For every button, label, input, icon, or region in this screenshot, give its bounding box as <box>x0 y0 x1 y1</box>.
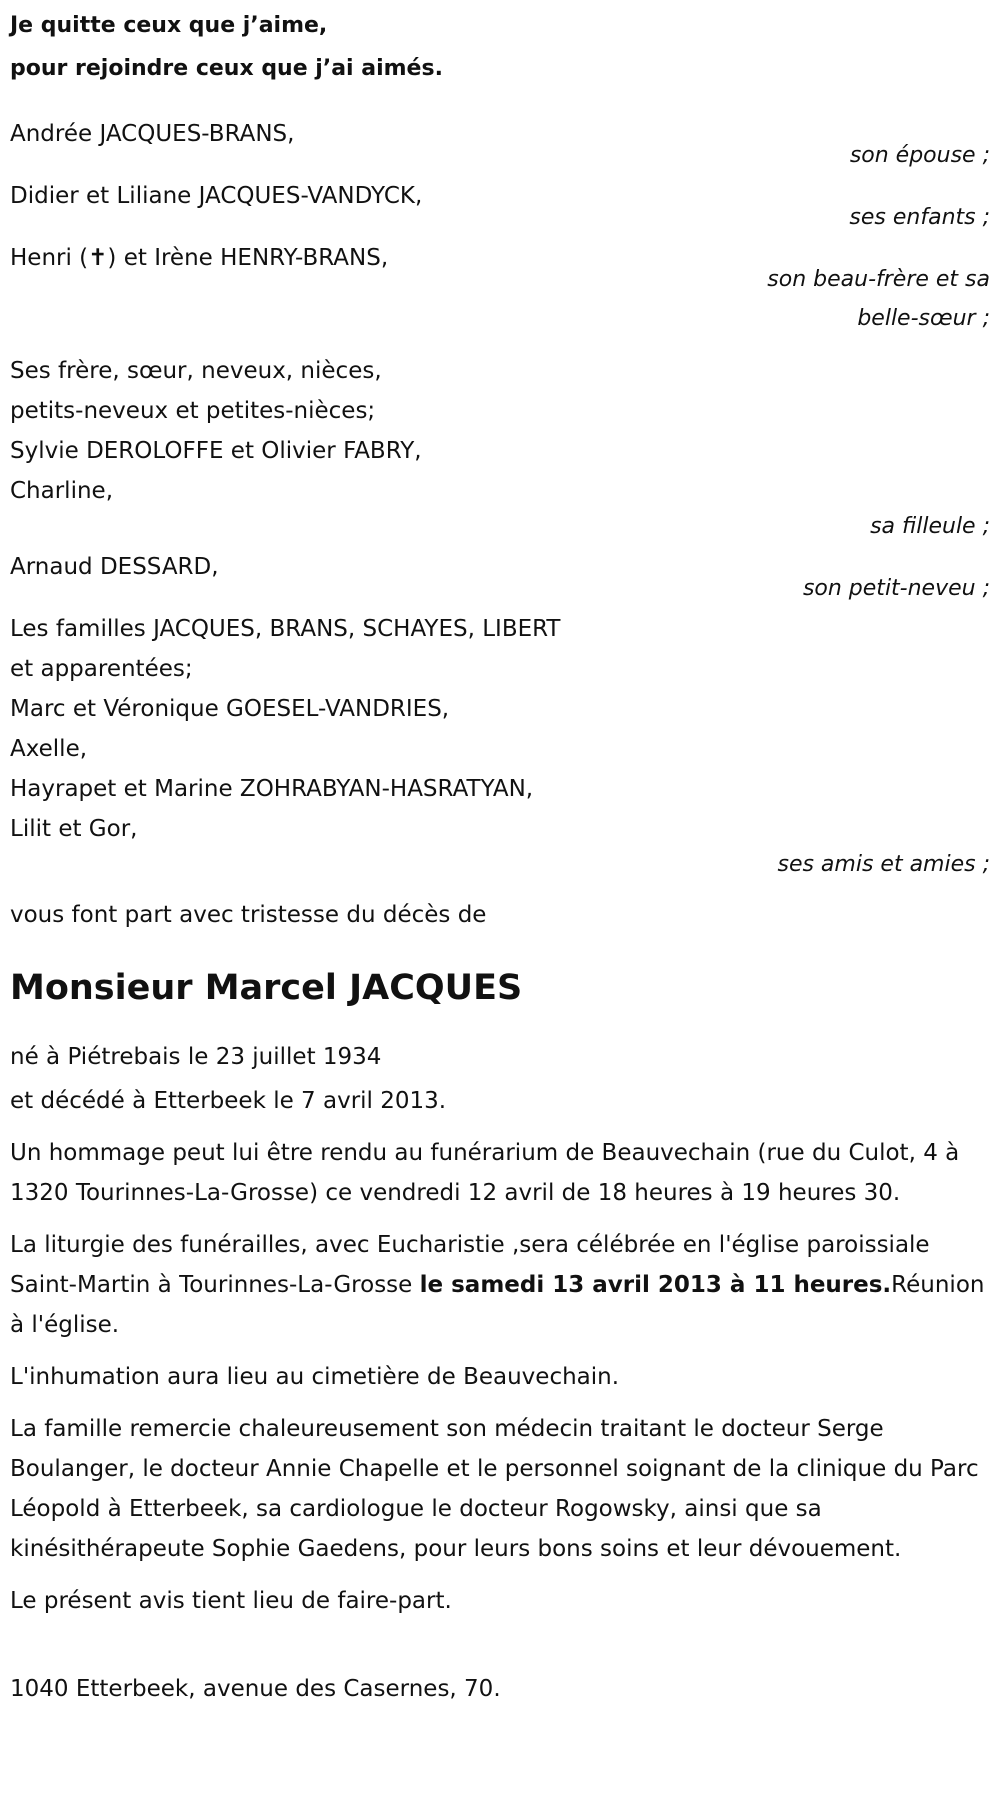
relation-label: ses enfants ; <box>849 205 990 230</box>
family-line: Sylvie DEROLOFFE et Olivier FABRY, <box>10 438 422 464</box>
relation-label: son petit-neveu ; <box>802 576 990 601</box>
family-line: Didier et Liliane JACQUES-VANDYCK, <box>10 183 423 209</box>
family-line: Charline, <box>10 478 114 504</box>
address: 1040 Etterbeek, avenue des Casernes, 70. <box>10 1676 501 1702</box>
relation-label: son épouse ; <box>849 143 990 168</box>
family-line: et apparentées; <box>10 656 193 682</box>
family-group <box>10 114 990 174</box>
birth-info: né à Piétrebais le 23 juillet 1934 <box>10 1044 382 1070</box>
family-line: Marc et Véronique GOESEL-VANDRIES, <box>10 696 450 722</box>
deceased-name: Monsieur Marcel JACQUES <box>10 968 523 1008</box>
epigraph-line: Je quitte ceux que j’aime, <box>10 13 328 38</box>
family-line: Andrée JACQUES-BRANS, <box>10 121 295 147</box>
family-line: Arnaud DESSARD, <box>10 554 219 580</box>
thanks-text: La famille remercie chaleureusement son médecin traitant le docteur Serge Boulanger, le docteur Annie Chapelle et le personnel soignant de la clinique du Parc Léopold à Etterbeek, sa cardiologue le docteur Rogowsky, ainsi que sa kinésithérapeute Sophie Gaedens, pour leurs bons soins et leur dévouement. <box>10 1416 979 1562</box>
family-group <box>10 176 990 236</box>
family-line: Hayrapet et Marine ZOHRABYAN-HASRATYAN, <box>10 776 534 802</box>
relation-label: son beau-frère et sa <box>767 267 990 292</box>
liturgy-date: le samedi 13 avril 2013 à 11 heures. <box>419 1272 892 1298</box>
family-group <box>10 609 990 883</box>
hommage-info: Un hommage peut lui être rendu au funérarium de Beauvechain (rue du Culot, 4 à 1320 Tourinnes-La-Grosse) ce vendredi 12 avril de 18 heures à 19 heures 30. <box>10 1140 960 1206</box>
relation-label: ses amis et amies ; <box>777 852 990 877</box>
liturgy-meeting: Réunion à l'église. <box>10 1272 985 1338</box>
liturgy-info <box>10 1225 990 1345</box>
family-group <box>10 238 990 337</box>
burial-info: L'inhumation aura lieu au cimetière de Beauvechain. <box>10 1364 620 1390</box>
liturgy-text: La liturgie des funérailles, avec Eucharistie ,sera célébrée en l'église paroissiale Saint-Martin à Tourinnes-La-Grosse <box>10 1232 930 1298</box>
family-line: Henri (✝) et Irène HENRY-BRANS, <box>10 245 389 271</box>
family-line: Lilit et Gor, <box>10 816 138 842</box>
relation-label: belle-sœur ; <box>857 306 990 331</box>
family-group <box>10 547 990 607</box>
epigraph <box>10 0 990 90</box>
notice-text: Le présent avis tient lieu de faire-part. <box>10 1588 452 1614</box>
relation-label: sa filleule ; <box>870 514 990 539</box>
family-line: Axelle, <box>10 736 88 762</box>
death-info: et décédé à Etterbeek le 7 avril 2013. <box>10 1088 447 1114</box>
family-group <box>10 351 990 545</box>
family-line: petits-neveux et petites-nièces; <box>10 398 376 424</box>
announcement: vous font part avec tristesse du décès de <box>10 902 487 928</box>
family-list <box>10 114 990 883</box>
epigraph-line: pour rejoindre ceux que j’ai aimés. <box>10 56 443 81</box>
family-line: Ses frère, sœur, neveux, nièces, <box>10 358 382 384</box>
family-line: Les familles JACQUES, BRANS, SCHAYES, LIBERT <box>10 616 561 642</box>
obituary <box>10 0 990 1709</box>
